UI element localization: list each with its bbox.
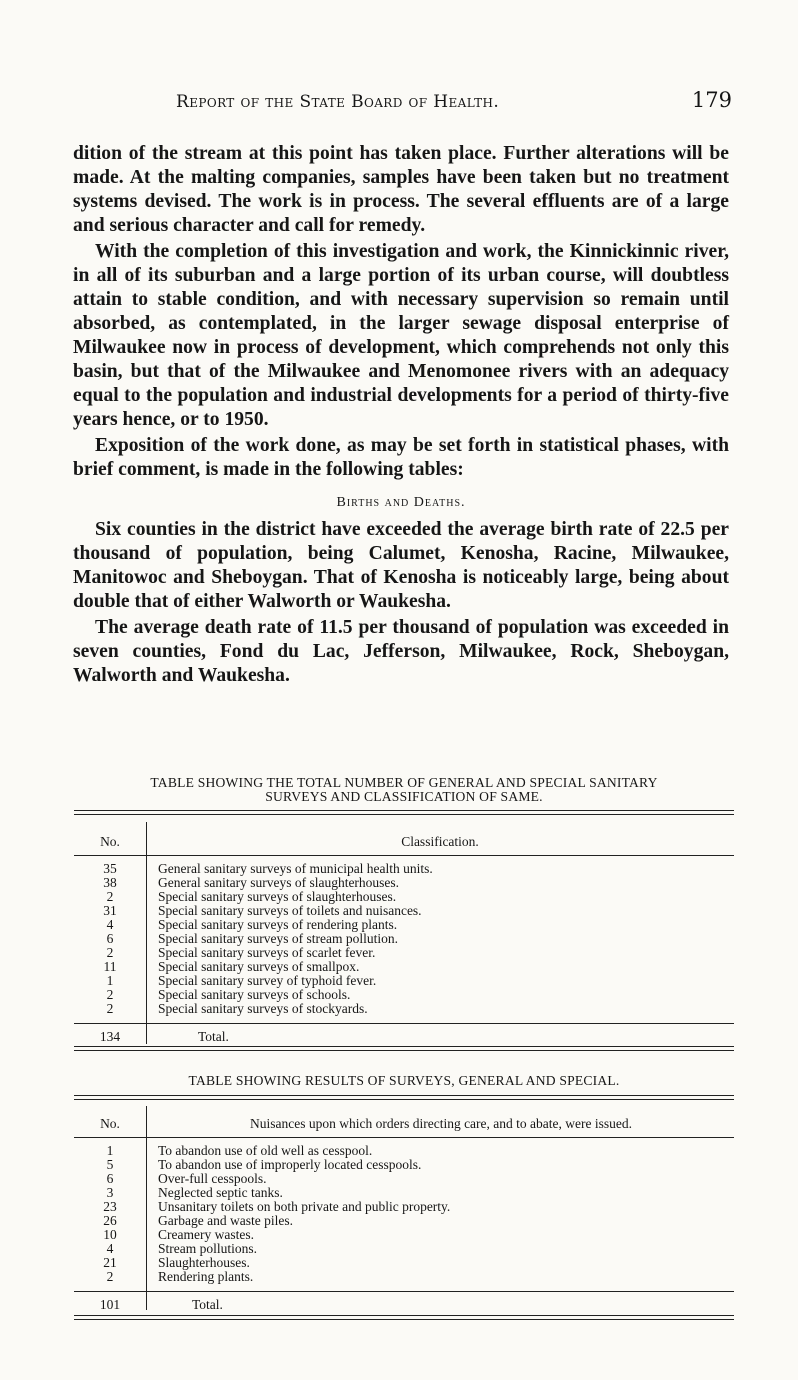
row-count: 38	[103, 875, 117, 890]
total-rule	[74, 1023, 734, 1024]
header-rule	[74, 1137, 734, 1138]
column-header-no: No.	[100, 834, 120, 849]
table-caption	[72, 1074, 736, 1088]
row-count: 31	[103, 903, 117, 918]
table-row	[74, 876, 734, 890]
row-description: Stream pollutions.	[158, 1241, 257, 1256]
table-rows	[74, 862, 734, 1016]
row-description: Special sanitary surveys of schools.	[158, 987, 351, 1002]
paragraph-birth-rate: Six counties in the district have exceeded the average birth rate of 22.5 per thousand of population, being Calumet, Kenosha, Racine, Milwaukee, Manitowoc and Sheboygan. That of Kenosha is noticeably large, being about double that of either Walworth or Waukesha.	[73, 519, 729, 612]
paragraph-continued: dition of the stream at this point has taken place. Further alterations will be made. At the malting companies, samples have been taken but no treatment systems devised. The work is in process. The several effluents are of a large and serious character and call for remedy.	[73, 143, 729, 236]
row-description: Special sanitary survey of typhoid fever.	[158, 973, 377, 988]
table-bottom-rule	[74, 1050, 734, 1051]
row-count: 2	[106, 987, 114, 1002]
row-description: Rendering plants.	[158, 1269, 254, 1284]
row-count: 1	[106, 973, 114, 988]
table-caption	[72, 776, 736, 804]
table-row	[74, 1256, 734, 1270]
table-top-rule	[74, 810, 734, 811]
caption-line: TABLE SHOWING THE TOTAL NUMBER OF GENERAL AND SPECIAL SANITARY	[150, 775, 658, 790]
total-count: 101	[99, 1297, 121, 1312]
table-top-rule	[74, 814, 734, 815]
row-count: 2	[106, 889, 114, 904]
total-label: Total.	[192, 1297, 223, 1312]
row-description: Special sanitary surveys of stockyards.	[158, 1001, 368, 1016]
row-count: 4	[106, 917, 114, 932]
caption-line: TABLE SHOWING RESULTS OF SURVEYS, GENERAL AND SPECIAL.	[188, 1073, 620, 1088]
row-count: 2	[106, 1269, 114, 1284]
caption-line: SURVEYS AND CLASSIFICATION OF SAME.	[265, 789, 543, 804]
row-description: Over-full cesspools.	[158, 1171, 267, 1186]
table-row	[74, 988, 734, 1002]
table-bottom-rule	[74, 1319, 734, 1320]
table-top-rule	[74, 1095, 734, 1096]
page-number: 179	[691, 88, 732, 112]
row-description: Neglected septic tanks.	[158, 1185, 283, 1200]
table-top-rule	[74, 1099, 734, 1100]
row-description: Unsanitary toilets on both private and public property.	[158, 1199, 451, 1214]
page-header	[176, 88, 732, 118]
paragraph-kinnickinnic: With the completion of this investigation and work, the Kinnickinnic river, in all of its suburban and a large portion of its urban course, will doubtless attain to stable condition, and with necessary supervision so remain until absorbed, as contemplated, in the larger sewage disposal enterprise of Milwaukee now in process of development, which comprehends not only this basin, but that of the Milwaukee and Menomonee rivers with an adequacy equal to the population and industrial developments for a period of thirty-five years hence, or to 1950.	[73, 241, 729, 430]
row-description: General sanitary surveys of slaughterhouses.	[158, 875, 400, 890]
row-count: 10	[103, 1227, 117, 1242]
total-label: Total.	[198, 1029, 229, 1044]
row-description: To abandon use of improperly located cesspools.	[158, 1157, 422, 1172]
table-row	[74, 904, 734, 918]
table-row	[74, 890, 734, 904]
paragraph-exposition: Exposition of the work done, as may be set forth in statistical phases, with brief comment, is made in the following tables:	[73, 435, 729, 480]
total-count: 134	[99, 1029, 121, 1044]
row-count: 6	[106, 1171, 114, 1186]
table-row	[74, 1270, 734, 1284]
table-row	[74, 1144, 734, 1158]
table-row	[74, 1200, 734, 1214]
row-count: 4	[106, 1241, 114, 1256]
row-description: Special sanitary surveys of smallpox.	[158, 959, 360, 974]
table-bottom-rule	[74, 1046, 734, 1047]
row-description: Slaughterhouses.	[158, 1255, 250, 1270]
row-count: 2	[106, 1001, 114, 1016]
table-row	[74, 960, 734, 974]
table-row	[74, 932, 734, 946]
row-count: 21	[103, 1255, 117, 1270]
table-row	[74, 1242, 734, 1256]
row-description: Special sanitary surveys of rendering plants.	[158, 917, 398, 932]
row-count: 2	[106, 945, 114, 960]
row-count: 26	[103, 1213, 117, 1228]
table-rows	[74, 1144, 734, 1284]
column-header-no: No.	[100, 1116, 120, 1131]
table-row	[74, 1158, 734, 1172]
row-count: 1	[106, 1143, 114, 1158]
table-row	[74, 1186, 734, 1200]
body-text	[73, 142, 729, 688]
row-description: Creamery wastes.	[158, 1227, 254, 1242]
row-description: To abandon use of old well as cesspool.	[158, 1143, 373, 1158]
row-count: 35	[103, 861, 117, 876]
column-header-classification: Classification.	[401, 834, 479, 849]
row-description: Special sanitary surveys of stream pollution.	[158, 931, 398, 946]
total-rule	[74, 1291, 734, 1292]
table-row	[74, 1228, 734, 1242]
table-bottom-rule	[74, 1315, 734, 1316]
row-description: General sanitary surveys of municipal health units.	[158, 861, 433, 876]
column-header-nuisances: Nuisances upon which orders directing care, and to abate, were issued.	[250, 1116, 632, 1131]
table-row	[74, 862, 734, 876]
row-count: 6	[106, 931, 114, 946]
table-row	[74, 1002, 734, 1016]
row-description: Special sanitary surveys of scarlet fever.	[158, 945, 376, 960]
header-rule	[74, 855, 734, 856]
row-count: 5	[106, 1157, 114, 1172]
row-description: Garbage and waste piles.	[158, 1213, 293, 1228]
row-count: 23	[103, 1199, 117, 1214]
table-row	[74, 1214, 734, 1228]
table-row	[74, 1172, 734, 1186]
table-row	[74, 974, 734, 988]
running-head: Report of the State Board of Health.	[176, 92, 500, 112]
row-description: Special sanitary surveys of slaughterhouses.	[158, 889, 397, 904]
row-count: 11	[103, 959, 117, 974]
section-heading: Births and Deaths.	[336, 495, 466, 510]
table-row	[74, 946, 734, 960]
paragraph-death-rate: The average death rate of 11.5 per thousand of population was exceeded in seven counties, Fond du Lac, Jefferson, Milwaukee, Rock, Sheboygan, Walworth and Waukesha.	[73, 617, 729, 686]
row-count: 3	[106, 1185, 114, 1200]
row-description: Special sanitary surveys of toilets and nuisances.	[158, 903, 422, 918]
table-row	[74, 918, 734, 932]
